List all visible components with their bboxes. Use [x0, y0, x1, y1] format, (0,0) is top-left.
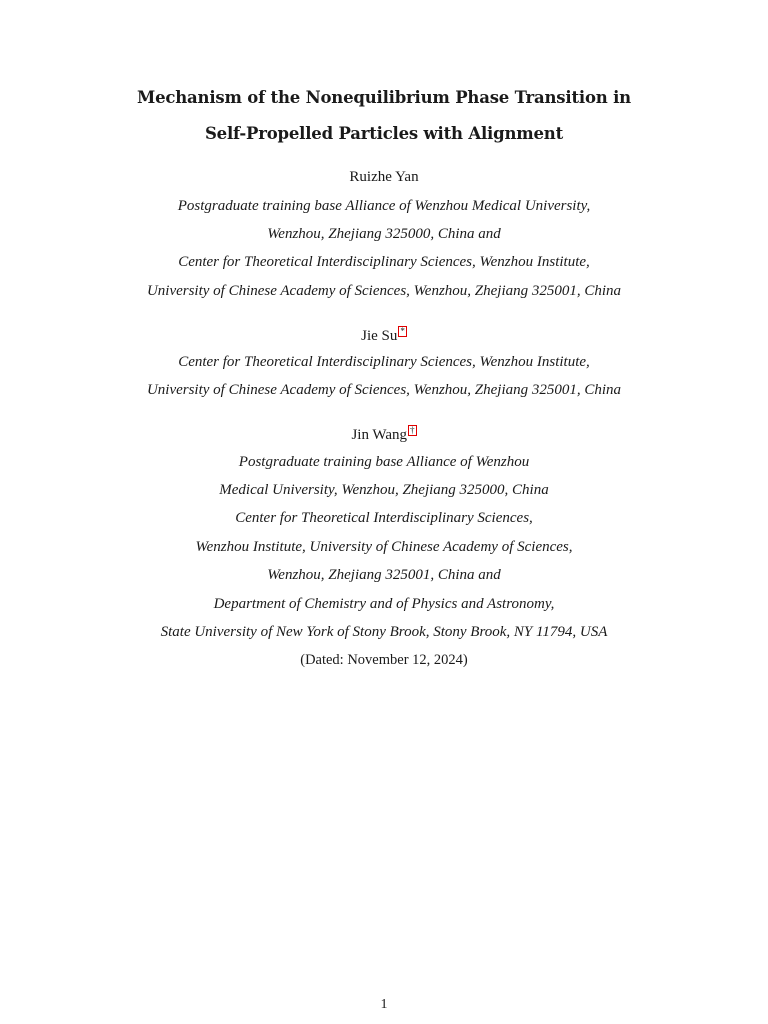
footnote-mark-link[interactable]: * [400, 326, 405, 336]
author-name: Jin Wang † [351, 425, 415, 443]
affiliation-line: Wenzhou, Zhejiang 325001, China and [267, 567, 501, 583]
dated-line: (Dated: November 12, 2024) [300, 652, 468, 668]
affiliation-line: University of Chinese Academy of Sciences, Wenzhou, Zhejiang 325001, China [146, 283, 622, 299]
affiliation-line: State University of New York of Stony Brook, Stony Brook, NY 11794, USA [160, 624, 608, 640]
affiliation-line: Center for Theoretical Interdisciplinary Sciences, [235, 510, 533, 526]
author-name: Jie Su * [361, 326, 405, 344]
affiliation-line: Department of Chemistry and of Physics and Astronomy, [213, 596, 555, 612]
affiliation-line: Medical University, Wenzhou, Zhejiang 325000, China [219, 482, 549, 498]
affiliation-line: Postgraduate training base Alliance of Wenzhou Medical University, [177, 198, 591, 214]
page-number: 1 [380, 997, 388, 1012]
affiliation-line: Center for Theoretical Interdisciplinary Sciences, Wenzhou Institute, [178, 254, 590, 270]
affiliation-line: Wenzhou, Zhejiang 325000, China and [267, 226, 501, 242]
affiliation-line: Wenzhou Institute, University of Chinese Academy of Sciences, [195, 539, 573, 555]
paper-title-line-2: Self-Propelled Particles with Alignment [204, 124, 564, 143]
affiliation-line: University of Chinese Academy of Sciences, Wenzhou, Zhejiang 325001, China [146, 382, 622, 398]
affiliation-line: Center for Theoretical Interdisciplinary Sciences, Wenzhou Institute, [178, 354, 590, 370]
footnote-mark-link[interactable]: † [410, 425, 415, 435]
author-name: Ruizhe Yan [349, 169, 419, 185]
paper-title-line-1: Mechanism of the Nonequilibrium Phase Transition in [137, 88, 631, 107]
affiliation-line: Postgraduate training base Alliance of Wenzhou [238, 454, 530, 470]
